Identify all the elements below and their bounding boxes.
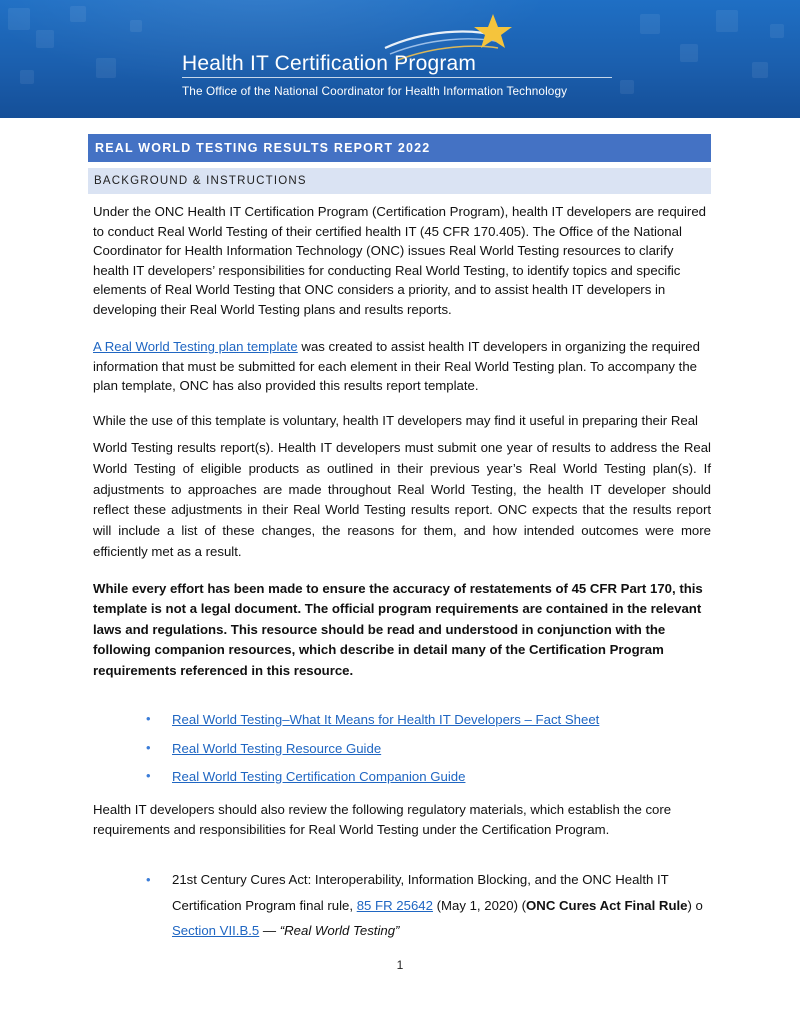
voluntary-paragraph: World Testing results report(s). Health IT developers must submit one year of results to address the Real World Testing of eligible products as outlined in their previous year’s Real World Testing plan(s). If adjustments to approaches are made throughout Real World Testing, the health IT developer should reflect these adjustments in their Real World Testing results report. ONC expects that the results report will include a list of these changes, the reasons for them, and how intended outcomes were more efficiently met as a result. bbox=[93, 440, 711, 559]
plan-template-paragraph bbox=[93, 337, 711, 396]
bullet-icon: • bbox=[146, 711, 151, 726]
resource-guide-link[interactable]: Real World Testing Resource Guide bbox=[172, 741, 382, 756]
banner-divider bbox=[182, 77, 612, 78]
bullet-icon: • bbox=[146, 768, 151, 783]
voluntary-first-line: While the use of this template is voluntary, health IT developers may find it useful in preparing their Real bbox=[93, 413, 698, 428]
program-title: Health IT Certification Program bbox=[182, 52, 477, 75]
companion-guide-link[interactable]: Real World Testing Certification Companion Guide bbox=[172, 769, 466, 784]
section-title: “Real World Testing” bbox=[279, 923, 400, 938]
bullet-icon: • bbox=[146, 872, 151, 887]
rule-date: (May 1, 2020) ( bbox=[432, 897, 527, 913]
rule-separator: ) o bbox=[687, 897, 703, 913]
bullet-icon: • bbox=[146, 740, 151, 755]
federal-register-link[interactable]: 85 FR 25642 bbox=[356, 897, 433, 913]
program-subtitle: The Office of the National Coordinator for Health Information Technology bbox=[182, 84, 568, 98]
background-subheader: BACKGROUND & INSTRUCTIONS bbox=[88, 168, 711, 194]
regulatory-list-item bbox=[146, 867, 706, 944]
report-title-header: REAL WORLD TESTING RESULTS REPORT 2022 bbox=[88, 134, 711, 162]
rule-description: 21st Century Cures Act: Interoperability, Information Blocking, and the ONC Health IT Certification Program final rule, bbox=[172, 872, 669, 913]
disclaimer-paragraph: While every effort has been made to ensure the accuracy of restatements of 45 CFR Part 170, this template is not a legal document. The official program requirements are contained in the relevant laws and regulations. This resource should be read and understood in conjunction with the following companion resources, which describe in detail many of the Certification Program requirements referenced in this resource. bbox=[93, 581, 703, 678]
plan-template-text: was created to assist health IT developers in organizing the required information that must be submitted for each element in their Real World Testing plan. To accompany the plan template, ONC has also provided this results report template. bbox=[93, 339, 700, 394]
regulatory-intro-paragraph: Health IT developers should also review the following regulatory materials, which establish the core requirements and responsibilities for Real World Testing under the Certification Program. bbox=[93, 802, 672, 837]
regulatory-item-text bbox=[172, 867, 706, 944]
em-dash: — bbox=[259, 923, 280, 938]
plan-template-link[interactable]: A Real World Testing plan template bbox=[93, 339, 298, 354]
intro-paragraph: Under the ONC Health IT Certification Program (Certification Program), health IT developers are required to conduct Real World Testing of their certified health IT (45 CFR 170.405). The Office of the National Coordinator for Health Information Technology (ONC) issues Real World Testing resources to clarify health IT developers’ responsibilities for conducting Real World Testing, to identify topics and specific elements of Real World Testing that ONC considers a priority, and to assist health IT developers in developing their Real World Testing plans and results reports. bbox=[93, 204, 706, 317]
section-link[interactable]: Section VII.B.5 bbox=[172, 923, 260, 938]
fact-sheet-link[interactable]: Real World Testing–What It Means for Health IT Developers – Fact Sheet bbox=[172, 712, 600, 727]
page-number: 1 bbox=[396, 958, 404, 972]
rule-name: ONC Cures Act Final Rule bbox=[526, 897, 688, 913]
header-banner bbox=[0, 0, 800, 118]
